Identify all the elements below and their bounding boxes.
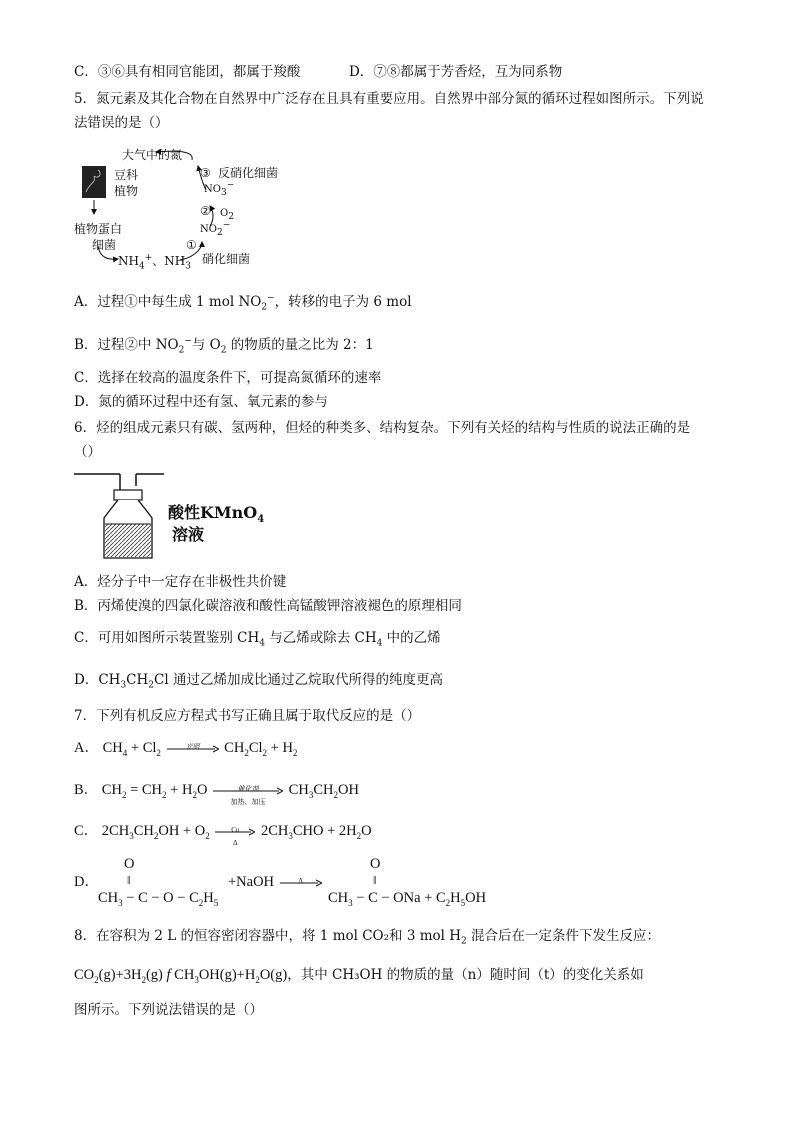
q5-option-d: D．氮的循环过程中还有氢、氧元素的参与 — [74, 394, 328, 410]
step2-marker: ② — [200, 204, 211, 218]
q7-stem: 7．下列有机反应方程式书写正确且属于取代反应的是（） — [74, 708, 421, 724]
q6-stem-line1: 6．烃的组成元素只有碳、氢两种，但烃的种类多、结构复杂。下列有关烃的结构与性质的说法正确的是 — [74, 420, 691, 436]
nitrite-label: $NO_2^-$ — [200, 220, 231, 238]
q6-stem-line2: （） — [74, 444, 101, 460]
ammonium-label: $NH_4^+$、$NH_3$ — [118, 253, 191, 272]
reaction-arrow-a: 光照 — [167, 741, 219, 757]
reaction-arrow-c: Cu Δ — [215, 824, 255, 840]
legume-label-2: 植物 — [114, 184, 139, 198]
option-d: D．⑦⑧都属于芳香烃，互为同系物 — [348, 64, 563, 80]
plant-protein-label: 植物蛋白 — [74, 222, 123, 236]
gas-washing-bottle-figure — [74, 466, 274, 566]
reaction-arrow-b: 催化剂 加热、加压 — [213, 783, 283, 799]
nitrate-label: $NO_3^-$ — [204, 180, 235, 198]
d-label: D． — [74, 874, 99, 890]
q5-stem-line1: 5．氮元素及其化合物在自然界中广泛存在且具有重要应用。自然界中部分氮的循环过程如图所示。下列说 — [74, 91, 704, 107]
d-product-o-atom: O — [370, 856, 381, 872]
d-product-double-bond: ‖ — [373, 873, 377, 887]
nitrify-label: 硝化细菌 — [202, 252, 251, 266]
q6-option-c: C．可用如图所示装置鉴别 $CH_4$ 与乙烯或除去 $CH_4$ 中的乙烯 — [74, 630, 441, 649]
atm-nitrogen-label: 大气中的氮 — [122, 148, 183, 162]
reaction-arrow-d: Δ — [280, 875, 322, 891]
q8-stem-line3: 图所示。下列说法错误的是（） — [74, 1002, 263, 1018]
option-line-top — [74, 62, 562, 82]
legume-label-1: 豆科 — [114, 168, 139, 182]
bacteria-label: 细菌 — [92, 238, 117, 252]
solution-label: 溶液 — [172, 525, 205, 544]
d-reagent: +NaOH Δ — [228, 872, 324, 892]
q6-option-a: A．烃分子中一定存在非极性共价键 — [74, 574, 287, 590]
q6-option-d: D．$CH_3CH_2Cl$ 通过乙烯加成比通过乙烷取代所得的纯度更高 — [74, 672, 443, 691]
q5-option-c: C．选择在较高的温度条件下，可提高氮循环的速率 — [74, 370, 382, 386]
step1-marker: ① — [186, 238, 197, 252]
d-ester-double-bond: ‖ — [127, 873, 131, 887]
step3-marker: ③ — [200, 166, 211, 180]
d-ester-formula: $CH_3 - C - O - C_2H_5$ — [98, 890, 219, 908]
q8-stem-line2: $CO_2(g)+3H_2(g)$ f $CH_3OH(g)+H_2O(g)$，其中 CH₃OH 的物质的量（n）随时间（t）的变化关系如 — [74, 967, 644, 985]
q7-option-b: B． $CH_2 = CH_2 + H_2O$ 催化剂 加热、加压 $CH_3CH_2OH$ — [74, 782, 359, 806]
oxygen-label: $O_2$ — [220, 208, 234, 222]
option-c: C．③⑥具有相同官能团，都属于羧酸 — [74, 64, 301, 80]
q7-option-c: C． $2CH_3CH_2OH + O_2$ Cu Δ $2CH_3CHO + 2H_2O$ — [74, 823, 372, 847]
denitrify-label: 反硝化细菌 — [218, 166, 279, 180]
q5-option-b: B．过程②中 $NO_2^-$与 $O_2$ 的物质的量之比为 2：1 — [74, 336, 374, 356]
q8-stem-line1: 8．在容积为 2 L 的恒容密闭容器中，将 1 mol CO₂和 3 mol $H_2$ 混合后在一定条件下发生反应： — [74, 928, 661, 947]
kmno4-label: 酸性KMnO$_4$ — [168, 503, 265, 526]
q5-stem-line2: 法错误的是（） — [74, 115, 169, 131]
d-ester-o-atom: O — [124, 856, 135, 872]
nitrogen-cycle-figure — [74, 146, 279, 276]
q5-option-a: A．过程①中每生成 1 mol $NO_2^-$，转移的电子为 6 mol — [74, 293, 412, 313]
q7-option-a: A． $CH_4 + Cl_2$ 光照 $CH_2Cl_2 + H_2$ — [74, 740, 298, 758]
q6-option-b: B．丙烯使溴的四氯化碳溶液和酸性高锰酸钾溶液褪色的原理相同 — [74, 598, 462, 614]
d-product-formula: $CH_3 - C$ − ONa + $C_2H_5OH$ — [328, 890, 487, 908]
legume-plant-image — [82, 166, 106, 198]
